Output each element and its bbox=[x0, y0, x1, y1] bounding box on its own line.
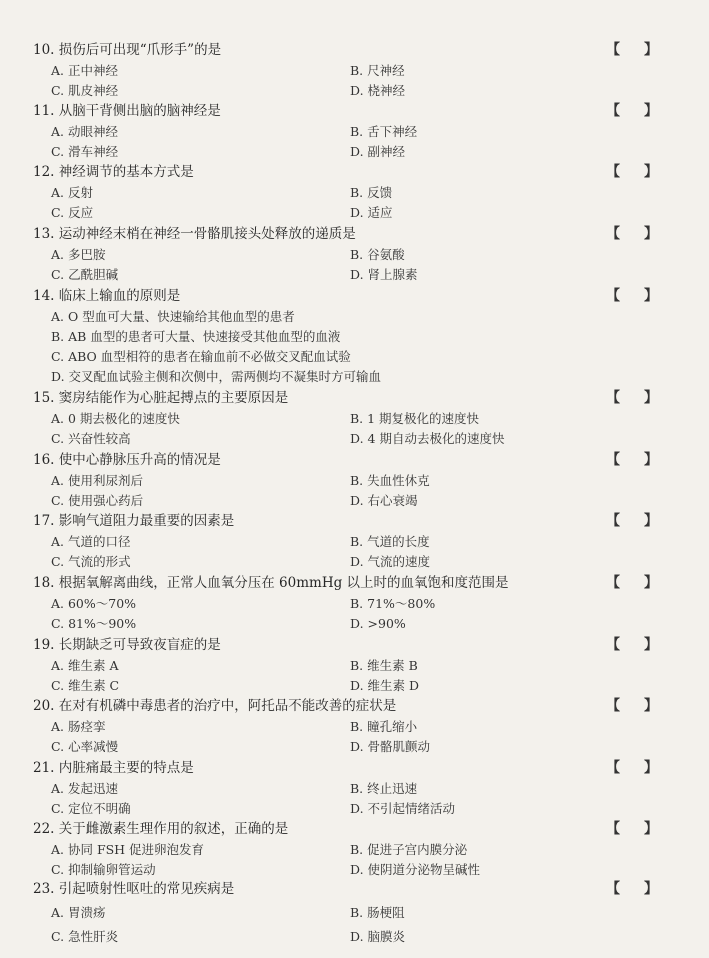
option-a: A. 发起迅速 bbox=[51, 781, 118, 796]
option-b: B. 失血性休克 bbox=[350, 473, 430, 488]
option-d: D. 桡神经 bbox=[350, 83, 406, 98]
option-a: A. 气道的口径 bbox=[51, 534, 131, 549]
option-b: B. 尺神经 bbox=[350, 63, 405, 78]
answer-bracket[interactable]: 【 】 bbox=[606, 575, 658, 591]
question-stem: 18. 根据氧解离曲线，正常人血氧分压在 60mmHg 以上时的血氧饱和度范围是 bbox=[33, 575, 509, 591]
option-b: B. 谷氨酸 bbox=[350, 247, 405, 262]
option-b: B. 反馈 bbox=[350, 185, 393, 200]
option-c: C. 使用强心药后 bbox=[51, 493, 144, 508]
option-c: C. 乙酰胆碱 bbox=[51, 267, 119, 282]
option-b: B. 维生素 B bbox=[350, 658, 418, 673]
option-a: A. 维生素 A bbox=[51, 658, 119, 673]
option-a: A. 0 期去极化的速度快 bbox=[51, 411, 180, 426]
option-c: C. 心率减慢 bbox=[51, 739, 119, 754]
answer-bracket[interactable]: 【 】 bbox=[606, 513, 658, 529]
option-a: A. 动眼神经 bbox=[51, 124, 118, 139]
option-a: A. 多巴胺 bbox=[51, 247, 106, 262]
option-b: B. 气道的长度 bbox=[350, 534, 430, 549]
option-c: C. 滑车神经 bbox=[51, 144, 119, 159]
answer-bracket[interactable]: 【 】 bbox=[606, 226, 658, 242]
question-stem: 14. 临床上输血的原则是 bbox=[33, 288, 181, 304]
option-b: B. 终止迅速 bbox=[350, 781, 418, 796]
option-c: C. 肌皮神经 bbox=[51, 83, 119, 98]
answer-bracket[interactable]: 【 】 bbox=[606, 881, 658, 897]
option-c: C. 定位不明确 bbox=[51, 801, 131, 816]
answer-bracket[interactable]: 【 】 bbox=[606, 42, 658, 58]
answer-bracket[interactable]: 【 】 bbox=[606, 760, 658, 776]
answer-bracket[interactable]: 【 】 bbox=[606, 103, 658, 119]
option-c: C. 急性肝炎 bbox=[51, 929, 119, 944]
option-c: C. 维生素 C bbox=[51, 678, 120, 693]
option-d: D. 使阴道分泌物呈碱性 bbox=[350, 862, 481, 877]
option-d: D. 右心衰竭 bbox=[350, 493, 418, 508]
option-d: D. 气流的速度 bbox=[350, 554, 431, 569]
question-stem: 19. 长期缺乏可导致夜盲症的是 bbox=[33, 637, 221, 653]
question-stem: 12. 神经调节的基本方式是 bbox=[33, 164, 194, 180]
option-d: D. 副神经 bbox=[350, 144, 406, 159]
option-c: C. 抑制输卵管运动 bbox=[51, 862, 156, 877]
question-stem: 17. 影响气道阻力最重要的因素是 bbox=[33, 513, 235, 529]
question-stem: 22. 关于雌激素生理作用的叙述，正确的是 bbox=[33, 821, 289, 837]
answer-bracket[interactable]: 【 】 bbox=[606, 164, 658, 180]
answer-bracket[interactable]: 【 】 bbox=[606, 821, 658, 837]
option-b: B. 肠梗阻 bbox=[350, 905, 405, 920]
answer-bracket[interactable]: 【 】 bbox=[606, 698, 658, 714]
option-d: D. 骨骼肌颤动 bbox=[350, 739, 431, 754]
option-a: A. 肠痉挛 bbox=[51, 719, 106, 734]
option-c: C. 81%～90% bbox=[51, 616, 137, 631]
option-d: D. 维生素 D bbox=[350, 678, 420, 693]
option-d: D. 脑膜炎 bbox=[350, 929, 406, 944]
question-stem: 20. 在对有机磷中毒患者的治疗中，阿托品不能改善的症状是 bbox=[33, 698, 397, 714]
option-a: A. O 型血可大量、快速输给其他血型的患者 bbox=[51, 309, 295, 324]
option-b: B. 71%～80% bbox=[350, 596, 436, 611]
option-b: B. 1 期复极化的速度快 bbox=[350, 411, 480, 426]
question-stem: 15. 窦房结能作为心脏起搏点的主要原因是 bbox=[33, 390, 289, 406]
option-d: D. 交叉配血试验主侧和次侧中，需两侧均不凝集时方可输血 bbox=[51, 369, 382, 384]
option-a: A. 正中神经 bbox=[51, 63, 118, 78]
option-b: B. AB 血型的患者可大量、快速接受其他血型的血液 bbox=[51, 329, 341, 344]
option-a: A. 60%～70% bbox=[51, 596, 137, 611]
option-a: A. 使用利尿剂后 bbox=[51, 473, 143, 488]
question-stem: 16. 使中心静脉压升高的情况是 bbox=[33, 452, 221, 468]
option-b: B. 瞳孔缩小 bbox=[350, 719, 418, 734]
question-stem: 10. 损伤后可出现“爪形手”的是 bbox=[33, 42, 222, 58]
option-c: C. 兴奋性较高 bbox=[51, 431, 131, 446]
option-c: C. ABO 血型相符的患者在输血前不必做交叉配血试验 bbox=[51, 349, 351, 364]
option-c: C. 反应 bbox=[51, 205, 94, 220]
option-d: D. 不引起情绪活动 bbox=[350, 801, 456, 816]
option-a: A. 协同 FSH 促进卵泡发育 bbox=[51, 842, 205, 857]
option-d: D. 适应 bbox=[350, 205, 393, 220]
option-d: D. >90% bbox=[350, 616, 406, 631]
question-stem: 13. 运动神经末梢在神经一骨骼肌接头处释放的递质是 bbox=[33, 226, 356, 242]
option-a: A. 反射 bbox=[51, 185, 93, 200]
answer-bracket[interactable]: 【 】 bbox=[606, 288, 658, 304]
answer-bracket[interactable]: 【 】 bbox=[606, 452, 658, 468]
option-b: B. 舌下神经 bbox=[350, 124, 418, 139]
question-stem: 11. 从脑干背侧出脑的脑神经是 bbox=[33, 103, 221, 119]
option-b: B. 促进子宫内膜分泌 bbox=[350, 842, 468, 857]
option-a: A. 胃溃疡 bbox=[51, 905, 106, 920]
answer-bracket[interactable]: 【 】 bbox=[606, 390, 658, 406]
question-stem: 23. 引起喷射性呕吐的常见疾病是 bbox=[33, 881, 235, 897]
answer-bracket[interactable]: 【 】 bbox=[606, 637, 658, 653]
question-stem: 21. 内脏痛最主要的特点是 bbox=[33, 760, 194, 776]
option-d: D. 肾上腺素 bbox=[350, 267, 418, 282]
option-d: D. 4 期自动去极化的速度快 bbox=[350, 431, 505, 446]
option-c: C. 气流的形式 bbox=[51, 554, 131, 569]
